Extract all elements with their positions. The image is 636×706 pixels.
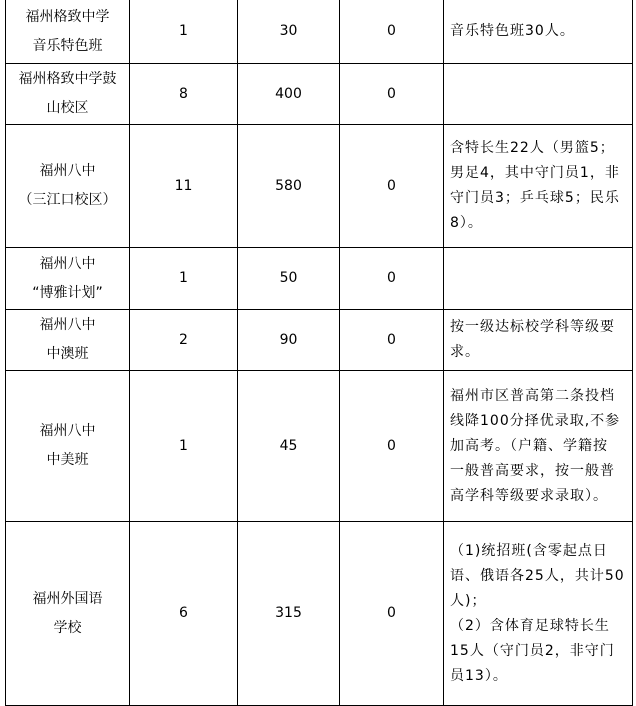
school-name-line: 福州外国语 bbox=[32, 590, 103, 607]
note-line: 男足4，其中守门员1，非 bbox=[450, 165, 620, 181]
school-name-line: “博雅计划” bbox=[32, 284, 103, 301]
other-count-cell: 0 bbox=[340, 64, 444, 125]
school-name-line: 音乐特色班 bbox=[32, 37, 103, 54]
school-name-line: 福州八中 bbox=[39, 317, 96, 333]
other-count-cell: 0 bbox=[340, 522, 444, 706]
plan-count-cell: 50 bbox=[238, 248, 340, 310]
table-row bbox=[6, 0, 633, 64]
class-count-cell: 2 bbox=[130, 310, 238, 371]
school-name-cell bbox=[6, 310, 130, 371]
note-line: 线降100分择优录取,不参 bbox=[450, 412, 621, 429]
note-line: 语、俄语各25人，共计50 bbox=[450, 567, 625, 584]
note-cell bbox=[444, 125, 633, 248]
table-row bbox=[6, 371, 633, 522]
school-name-line: 学校 bbox=[53, 619, 82, 636]
plan-count-cell: 90 bbox=[238, 310, 340, 371]
plan-count-cell: 45 bbox=[238, 371, 340, 522]
note-line: 人)； bbox=[450, 592, 487, 609]
class-count-cell: 6 bbox=[130, 522, 238, 706]
school-name-line: 中美班 bbox=[46, 452, 89, 468]
note-line: 按一级达标校学科等级要 bbox=[450, 319, 615, 335]
class-count-cell: 11 bbox=[130, 125, 238, 248]
school-name-cell bbox=[6, 248, 130, 310]
table-row bbox=[6, 125, 633, 248]
school-name-cell bbox=[6, 522, 130, 706]
school-name-cell bbox=[6, 64, 130, 125]
table-row bbox=[6, 522, 633, 706]
school-name-line: 中澳班 bbox=[46, 346, 89, 362]
note-line: 8）。 bbox=[450, 215, 483, 231]
school-name-line: 福州八中 bbox=[39, 163, 96, 179]
note-line: （2）含体育足球特长生 bbox=[450, 617, 610, 634]
note-line: 一般普高要求，按一般普 bbox=[450, 462, 615, 479]
school-name-cell bbox=[6, 0, 130, 64]
school-name-line: 福州八中 bbox=[39, 255, 96, 272]
note-line: 15人（守门员2，非守门 bbox=[450, 642, 615, 659]
school-name-line: 福州格致中学 bbox=[25, 8, 110, 25]
class-count-cell: 1 bbox=[130, 371, 238, 522]
note-line: 加高考。（户籍、学籍按 bbox=[450, 437, 608, 454]
note-line: （1)统招班(含零起点日 bbox=[450, 542, 608, 559]
school-name-cell bbox=[6, 371, 130, 522]
note-line: 音乐特色班30人。 bbox=[450, 23, 575, 39]
note-line: 含特长生22人（男篮5； bbox=[450, 140, 615, 156]
note-cell bbox=[444, 0, 633, 64]
class-count-cell: 1 bbox=[130, 0, 238, 64]
other-count-cell: 0 bbox=[340, 248, 444, 310]
note-cell bbox=[444, 371, 633, 522]
note-line: 员13）。 bbox=[450, 667, 508, 684]
note-line: 福州市区普高第二条投档 bbox=[450, 387, 615, 404]
note-cell bbox=[444, 522, 633, 706]
table-row bbox=[6, 310, 633, 371]
note-cell bbox=[444, 64, 633, 125]
other-count-cell: 0 bbox=[340, 0, 444, 64]
note-line: 守门员3；乒乓球5；民乐 bbox=[450, 190, 620, 206]
school-name-line: 福州八中 bbox=[39, 423, 96, 439]
note-cell bbox=[444, 310, 633, 371]
enrollment-table bbox=[5, 0, 633, 706]
school-name-cell bbox=[6, 125, 130, 248]
plan-count-cell: 580 bbox=[238, 125, 340, 248]
note-cell bbox=[444, 248, 633, 310]
plan-count-cell: 30 bbox=[238, 0, 340, 64]
other-count-cell: 0 bbox=[340, 310, 444, 371]
table-row bbox=[6, 248, 633, 310]
other-count-cell: 0 bbox=[340, 125, 444, 248]
school-name-line: 山校区 bbox=[46, 100, 89, 116]
note-line: 求。 bbox=[450, 344, 480, 360]
plan-count-cell: 400 bbox=[238, 64, 340, 125]
other-count-cell: 0 bbox=[340, 371, 444, 522]
school-name-line: （三江口校区） bbox=[18, 192, 117, 208]
school-name-line: 福州格致中学鼓 bbox=[18, 71, 117, 87]
table-row bbox=[6, 64, 633, 125]
class-count-cell: 1 bbox=[130, 248, 238, 310]
class-count-cell: 8 bbox=[130, 64, 238, 125]
plan-count-cell: 315 bbox=[238, 522, 340, 706]
note-line: 高学科等级要求录取）。 bbox=[450, 487, 608, 504]
